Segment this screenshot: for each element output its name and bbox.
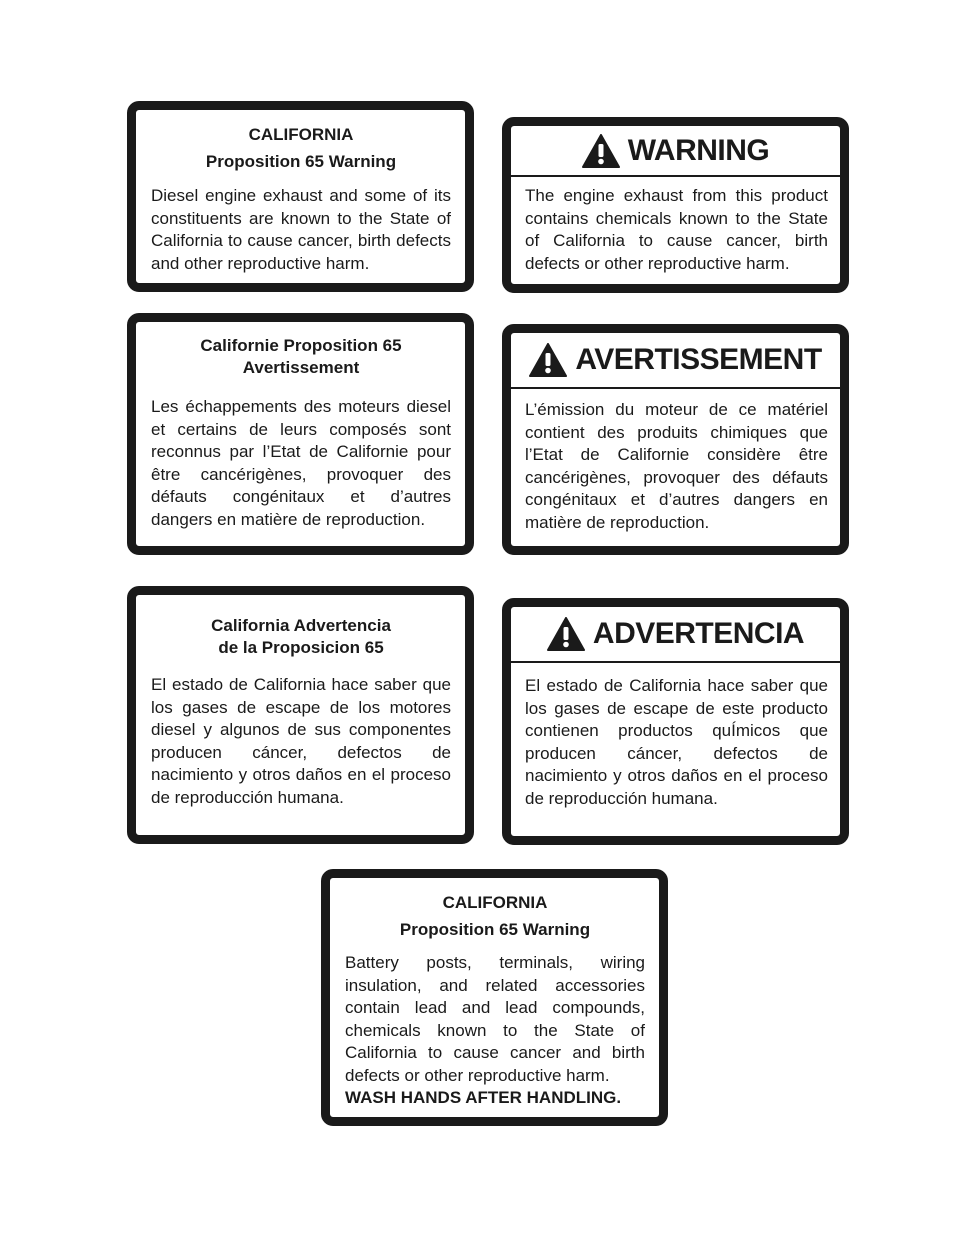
label-body: Battery posts, terminals, wiring insulation, and related accessories contain lead and lead compounds, chemicals known to the State of California to cause cancer and birth defects or other reproductive harm. xyxy=(345,953,645,1085)
warning-label-english xyxy=(502,117,849,293)
prop65-label-english xyxy=(127,101,474,292)
warning-label-french xyxy=(502,324,849,555)
warning-header xyxy=(511,126,840,177)
label-title: California Advertencia xyxy=(211,616,391,635)
label-body: The engine exhaust from this product contains chemicals known to the State of California to cause cancer, birth defects or other reproductive harm. xyxy=(525,186,828,273)
prop65-label-french xyxy=(127,313,474,555)
label-subtitle: Proposition 65 Warning xyxy=(205,152,397,171)
label-body: El estado de California hace saber que los gases de escape de este producto contienen productos quÍmicos que producen cáncer, defectos de nacimiento y otros daños en el proceso de reproducción humana. xyxy=(525,676,828,808)
prop65-label-battery xyxy=(321,869,668,1126)
warning-heading: WARNING xyxy=(627,133,770,167)
label-title: CALIFORNIA xyxy=(248,125,354,144)
label-body: Diesel engine exhaust and some of its constituents are known to the State of California to cause cancer, birth defects and other reproductive harm. xyxy=(151,186,451,273)
warning-header xyxy=(511,333,840,389)
warning-header xyxy=(511,607,840,663)
label-title: CALIFORNIA xyxy=(442,893,548,912)
warning-triangle-icon xyxy=(547,617,585,651)
label-subtitle: Avertissement xyxy=(242,358,360,377)
label-subtitle: Proposition 65 Warning xyxy=(399,920,591,939)
warning-triangle-icon xyxy=(582,134,620,168)
warning-label-spanish xyxy=(502,598,849,845)
warning-heading: AVERTISSEMENT xyxy=(575,343,822,376)
warning-triangle-icon xyxy=(529,343,567,377)
warning-heading: ADVERTENCIA xyxy=(592,617,805,650)
label-title: Californie Proposition 65 xyxy=(200,336,402,355)
label-body: Les échappements des moteurs diesel et certains de leurs composés sont reconnus par l’Etat de Californie pour être cancérigènes, provoquer des défauts congénitaux et d’autres dangers en matière de reproduction. xyxy=(151,397,451,529)
prop65-label-spanish xyxy=(127,586,474,844)
label-body: El estado de California hace saber que los gases de escape de los motores diesel y algunos de sus componentes producen cáncer, defectos de nacimiento y otros daños en el proceso de reproducción humana. xyxy=(151,675,451,807)
label-subtitle: de la Proposicion 65 xyxy=(218,638,384,657)
wash-hands-notice: WASH HANDS AFTER HANDLING. xyxy=(345,1088,622,1107)
label-body: L’émission du moteur de ce matériel contient des produits chimiques que l’Etat de Californie considère être cancérigènes, provoquer des défauts congénitaux et d’autres dangers en matière de reproduction. xyxy=(525,400,828,532)
